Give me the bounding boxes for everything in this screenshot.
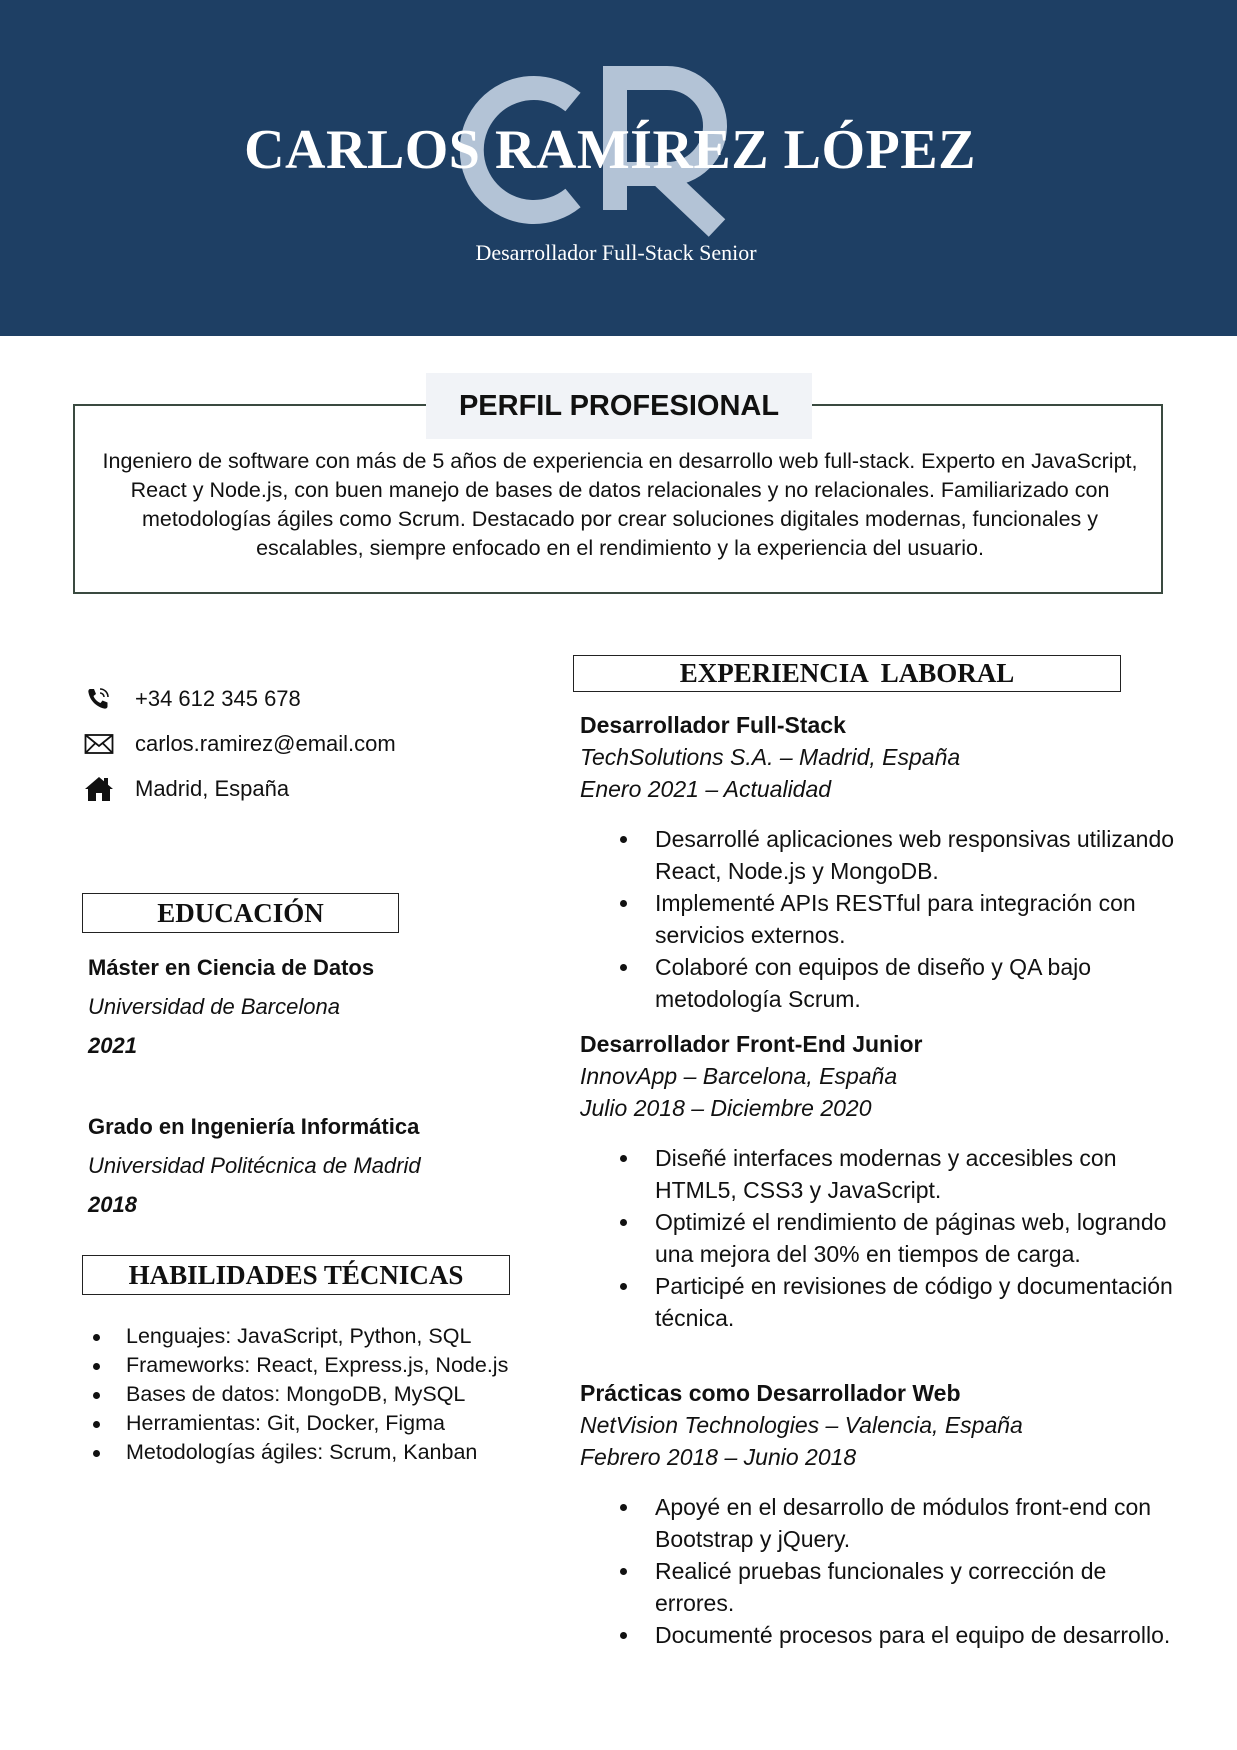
- phone-text: +34 612 345 678: [135, 686, 301, 711]
- contact-phone: [84, 684, 301, 714]
- job-bullets: [580, 823, 1180, 1015]
- profile-title: PERFIL PROFESIONAL: [458, 389, 780, 422]
- education-item: [88, 955, 528, 1059]
- candidate-name: CARLOS RAMÍREZ LÓPEZ: [244, 119, 976, 181]
- job-entry: [580, 709, 1180, 1015]
- skill-item: Bases de datos: MongoDB, MySQL: [88, 1380, 518, 1409]
- education-heading: EDUCACIÓN: [82, 893, 399, 933]
- skill-item: Frameworks: React, Express.js, Node.js: [88, 1351, 518, 1380]
- job-role: Prácticas como Desarrollador Web: [580, 1380, 961, 1406]
- skill-item: Lenguajes: JavaScript, Python, SQL: [88, 1322, 518, 1351]
- skill-item: Herramientas: Git, Docker, Figma: [88, 1409, 518, 1438]
- job-company: NetVision Technologies – Valencia, España: [580, 1412, 1023, 1438]
- phone-icon: [84, 685, 118, 713]
- skills-list: [88, 1322, 518, 1467]
- job-bullet: Desarrollé aplicaciones web responsivas utilizando React, Node.js y MongoDB.: [580, 823, 1180, 887]
- experience-heading: EXPERIENCIA LABORAL: [573, 655, 1121, 692]
- job-role: Desarrollador Full-Stack: [580, 712, 846, 738]
- contact-email: [84, 729, 396, 759]
- degree: Grado en Ingeniería Informática: [88, 1114, 420, 1139]
- job-bullet: Colaboré con equipos de diseño y QA bajo metodología Scrum.: [580, 951, 1180, 1015]
- job-dates: Febrero 2018 – Junio 2018: [580, 1444, 857, 1470]
- graduation-year: 2018: [88, 1192, 137, 1217]
- job-bullet: Implementé APIs RESTful para integración con servicios externos.: [580, 887, 1180, 951]
- job-bullets: [580, 1491, 1180, 1651]
- job-company: InnovApp – Barcelona, España: [580, 1063, 898, 1089]
- job-bullet: Realicé pruebas funcionales y corrección de errores.: [580, 1555, 1180, 1619]
- school: Universidad de Barcelona: [88, 994, 340, 1019]
- location-text: Madrid, España: [135, 776, 290, 801]
- envelope-icon: [84, 730, 118, 758]
- job-bullet: Documenté procesos para el equipo de desarrollo.: [580, 1619, 1180, 1651]
- job-dates: Julio 2018 – Diciembre 2020: [580, 1095, 872, 1121]
- profile-title-bg: [426, 373, 812, 439]
- degree: Máster en Ciencia de Datos: [88, 955, 375, 980]
- job-entry: [580, 1377, 1180, 1651]
- job-role: Desarrollador Front-End Junior: [580, 1031, 923, 1057]
- job-dates: Enero 2021 – Actualidad: [580, 776, 832, 802]
- skill-item: Metodologías ágiles: Scrum, Kanban: [88, 1438, 518, 1467]
- job-bullet: Apoyé en el desarrollo de módulos front-end con Bootstrap y jQuery.: [580, 1491, 1180, 1555]
- job-bullets: [580, 1142, 1180, 1334]
- header-banner: [0, 0, 1237, 336]
- skills-heading: HABILIDADES TÉCNICAS: [82, 1255, 510, 1295]
- profile-summary: Ingeniero de software con más de 5 años de experiencia en desarrollo web full-stack. Experto en JavaScript, React y Node.js, con buen manejo de bases de datos relacionales y no relacionales. Familiarizado con metodologías ágiles como Scrum. Destacado por crear soluciones digitales modernas, funcionales y escalables, siempre enfocado en el rendimiento y la experiencia del usuario.: [102, 449, 1138, 560]
- home-icon: [84, 775, 118, 803]
- job-title: Desarrollador Full-Stack Senior: [475, 240, 757, 265]
- contact-location: [84, 774, 289, 804]
- education-item: [88, 1114, 528, 1218]
- school: Universidad Politécnica de Madrid: [88, 1153, 421, 1178]
- job-company: TechSolutions S.A. – Madrid, España: [580, 744, 961, 770]
- job-bullet: Diseñé interfaces modernas y accesibles con HTML5, CSS3 y JavaScript.: [580, 1142, 1180, 1206]
- job-bullet: Participé en revisiones de código y documentación técnica.: [580, 1270, 1180, 1334]
- email-text[interactable]: carlos.ramirez@email.com: [135, 731, 396, 756]
- job-bullet: Optimizé el rendimiento de páginas web, logrando una mejora del 30% en tiempos de carga.: [580, 1206, 1180, 1270]
- graduation-year: 2021: [88, 1033, 137, 1058]
- job-entry: [580, 1028, 1180, 1334]
